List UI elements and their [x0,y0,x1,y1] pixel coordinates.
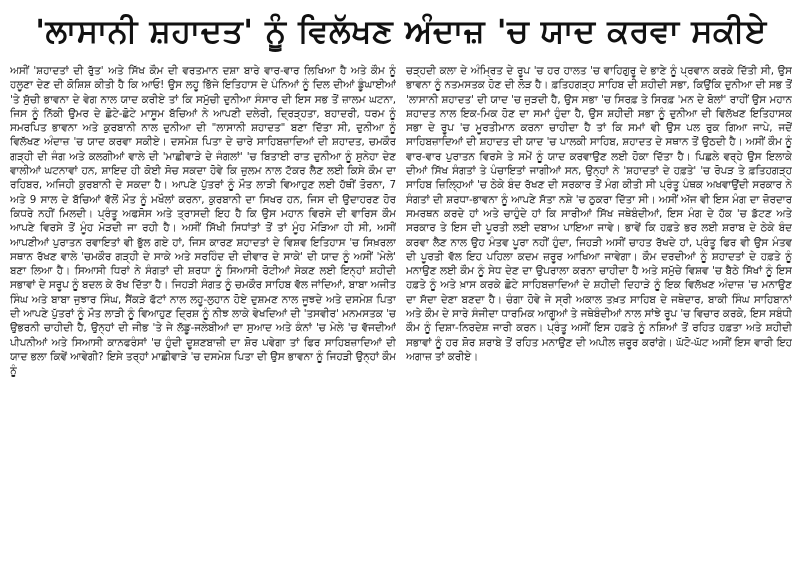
article-body [10,64,792,570]
article-column-right [406,64,792,570]
article-headline: 'ਲਾਸਾਨੀ ਸ਼ਹਾਦਤ' ਨੂੰ ਵਿਲੱਖਣ ਅੰਦਾਜ਼ 'ਚ ਯਾਦ ਕਰਵਾ ਸਕੀਏ [35,12,767,50]
article-column-left [10,64,396,570]
left-column-text: ਅਸੀਂ 'ਸ਼ਹਾਦਤਾਂ ਦੀ ਰੁੱਤ' ਅਤੇ ਸਿੱਖ ਕੌਮ ਦੀ ਵਰਤਮਾਨ ਦਸ਼ਾ ਬਾਰੇ ਵਾਰ-ਵਾਰ ਲਿਖਿਆ ਹੈ ਅਤੇ ਕੌਮ ਨੂੰ ਹਲੂਣਾ ਦੇਣ ਦੀ ਕੋਸ਼ਿਸ਼ ਕੀਤੀ ਹੈ ਕਿ ਆਓ! ਉਸ ਲਹੂ ਭਿੱਜੇ ਇਤਿਹਾਸ ਦੇ ਪੰਨਿਆਂ ਨੂੰ ਦਿਲ ਦੀਆਂ ਡੂੰਘਾਈਆਂ 'ਤੇ ਸੁੱਚੀ ਭਾਵਨਾ ਦੇ ਵੇਗ ਨਾਲ ਯਾਦ ਕਰੀਏ ਤਾਂ ਕਿ ਸਮੁੱਚੀ ਦੁਨੀਆ ਸੰਸਾਰ ਦੀ ਇਸ ਸਭ ਤੋਂ ਜ਼ਾਲਮ ਘਟਨਾ, ਜਿਸ ਨੂੰ ਨਿੱਕੀ ਉਮਰ ਦੇ ਛੋਟੇ-ਛੋਟੇ ਮਾਸੂਮ ਬੱਚਿਆਂ ਨੇ ਆਪਣੀ ਦਲੇਰੀ, ਦ੍ਰਿੜ੍ਹਤਾ, ਬਹਾਦਰੀ, ਧਰਮ ਨੂੰ ਸਮਰਪਿਤ ਭਾਵਨਾ ਅਤੇ ਕੁਰਬਾਨੀ ਨਾਲ ਦੁਨੀਆ ਦੀ "ਲਾਸਾਨੀ ਸ਼ਹਾਦਤ" ਬਣਾ ਦਿੱਤਾ ਸੀ, ਦੁਨੀਆ ਨੂੰ ਵਿਲੱਖਣ ਅੰਦਾਜ਼ 'ਚ ਯਾਦ ਕਰਵਾ ਸਕੀਏ। ਦਸਮੇਸ਼ ਪਿਤਾ ਦੇ ਚਾਰੇ ਸਾਹਿਬਜ਼ਾਦਿਆਂ ਦੀ ਸ਼ਹਾਦਤ, ਚਮਕੌਰ ਗੜ੍ਹੀ ਦੀ ਜੰਗ ਅਤੇ ਕਲਗੀਆਂ ਵਾਲੇ ਦੀ 'ਮਾਛੀਵਾੜੇ ਦੇ ਜੰਗਲਾਂ' 'ਚ ਬਿਤਾਈ ਰਾਤ ਦੁਨੀਆ ਨੂੰ ਸੁਨੇਹਾ ਦੇਣ ਵਾਲੀਆਂ ਘਟਨਾਵਾਂ ਹਨ, ਸ਼ਾਇਦ ਹੀ ਕੋਈ ਸੋਚ ਸਕਦਾ ਹੋਵੇ ਕਿ ਜ਼ੁਲਮ ਨਾਲ ਟੱਕਰ ਲੈਣ ਲਈ ਕਿਸੇ ਕੌਮ ਦਾ ਰਹਿਬਰ, ਅਜਿਹੀ ਕੁਰਬਾਨੀ ਦੇ ਸਕਦਾ ਹੈ। ਆਪਣੇ ਪੁੱਤਰਾਂ ਨੂੰ ਮੌਤ ਲਾੜੀ ਵਿਆਹੁਣ ਲਈ ਹੱਥੀਂ ਤੋਰਨਾ, 7 ਅਤੇ 9 ਸਾਲ ਦੇ ਬੱਚਿਆਂ ਵੱਲੋਂ ਮੌਤ ਨੂੰ ਮਖੌਲਾਂ ਕਰਨਾ, ਕੁਰਬਾਨੀ ਦਾ ਸਿਖਰ ਹਨ, ਜਿਸ ਦੀ ਉਦਾਹਰਣ ਹੋਰ ਕਿਧਰੇ ਨਹੀਂ ਮਿਲਦੀ। ਪ੍ਰੰਤੂ ਅਫਸੋਸ ਅਤੇ ਤ੍ਰਾਸਦੀ ਇਹ ਹੈ ਕਿ ਉਸ ਮਹਾਨ ਵਿਰਸੇ ਦੀ ਵਾਰਿਸ ਕੌਮ ਆਪਣੇ ਵਿਰਸੇ ਤੋਂ ਮੂੰਹ ਮੋੜਦੀ ਜਾ ਰਹੀ ਹੈ। ਅਸੀਂ ਸਿੱਖੀ ਸਿਧਾਂਤਾਂ ਤੋਂ ਤਾਂ ਮੂੰਹ ਮੋੜਿਆ ਹੀ ਸੀ, ਅਸੀਂ ਆਪਣੀਆਂ ਪੁਰਾਤਨ ਰਵਾਇਤਾਂ ਵੀ ਭੁੱਲ ਗਏ ਹਾਂ, ਜਿਸ ਕਾਰਣ ਸ਼ਹਾਦਤਾਂ ਦੇ ਵਿਸ਼ਵ ਇਤਿਹਾਸ 'ਚ ਸਿਖ਼ਰਲਾ ਸਥਾਨ ਰੱਖਣ ਵਾਲੇ 'ਚਮਕੌਰ ਗੜ੍ਹੀ ਦੇ ਸਾਕੇ ਅਤੇ ਸਰਹਿੰਦ ਦੀ ਦੀਵਾਰ ਦੇ ਸਾਕੇ' ਦੀ ਯਾਦ ਨੂੰ ਅਸੀਂ 'ਮੇਲੇ' ਬਣਾ ਲਿਆ ਹੈ। ਸਿਆਸੀ ਧਿਰਾਂ ਨੇ ਸੰਗਤਾਂ ਦੀ ਸ਼ਰਧਾ ਨੂੰ ਸਿਆਸੀ ਰੋਟੀਆਂ ਸੇਕਣ ਲਈ ਇਨ੍ਹਾਂ ਸ਼ਹੀਦੀ ਸਭਾਵਾਂ ਦੇ ਸਰੂਪ ਨੂੰ ਬਦਲ ਕੇ ਰੱਖ ਦਿੱਤਾ ਹੈ। ਜਿਹੜੀ ਸੰਗਤ ਨੂੰ ਚਮਕੌਰ ਸਾਹਿਬ ਵੱਲ ਜਾਂਦਿਆਂ, ਬਾਬਾ ਅਜੀਤ ਸਿੰਘ ਅਤੇ ਬਾਬਾ ਜੁਝਾਰ ਸਿੰਘ, ਸੈਂਕੜੇ ਫੱਟਾਂ ਨਾਲ ਲਹੂ-ਲੁਹਾਨ ਹੋਏ ਦੁਸ਼ਮਣ ਨਾਲ ਜੂਝਦੇ ਅਤੇ ਦਸਮੇਸ਼ ਪਿਤਾ ਦੀ ਆਪਣੇ ਪੁੱਤਰਾਂ ਨੂੰ ਮੌਤ ਲਾੜੀ ਨੂੰ ਵਿਆਹੁਣ ਦ੍ਰਿਸ਼ ਨੂੰ ਨੀਝ ਲਾਕੇ ਵੇਖਦਿਆਂ ਦੀ 'ਤਸਵੀਰ' ਮਨਮਸਤਕ 'ਚ ਉਭਰਨੀ ਚਾਹੀਦੀ ਹੈ, ਉਨ੍ਹਾਂ ਦੀ ਜੀਭ 'ਤੇ ਜੇ ਲੱਡੂ-ਜਲੇਬੀਆਂ ਦਾ ਸੁਆਦ ਅਤੇ ਕੰਨਾਂ 'ਚ ਮੇਲੇ 'ਚ ਵੱਜਦੀਆਂ ਪੀਪਨੀਆਂ ਅਤੇ ਸਿਆਸੀ ਕਾਨਫਰੰਸਾਂ 'ਚ ਹੁੰਦੀ ਦੂਸ਼ਣਬਾਜ਼ੀ ਦਾ ਸ਼ੋਰ ਪਵੇਗਾ ਤਾਂ ਫਿਰ ਸਾਹਿਬਜ਼ਾਦਿਆਂ ਦੀ ਯਾਦ ਭਲਾ ਕਿਵੇਂ ਆਵੇਗੀ? ਇਸੇ ਤਰ੍ਹਾਂ ਮਾਛੀਵਾੜੇ 'ਚ ਦਸਮੇਸ਼ ਪਿਤਾ ਦੀ ਉਸ ਭਾਵਨਾ ਨੂੰ ਜਿਹੜੀ ਉਨ੍ਹਾਂ ਕੌਮ ਨੂੰ [10,65,396,378]
right-column-text: ਚੜ੍ਹਦੀ ਕਲਾ ਦੇ ਅੰਮ੍ਰਿਤ ਦੇ ਰੂਪ 'ਚ ਹਰ ਹਾਲਤ 'ਚ ਵਾਹਿਗੁਰੂ ਦੇ ਭਾਣੇ ਨੂੰ ਪ੍ਰਵਾਨ ਕਰਕੇ ਦਿੱਤੀ ਸੀ, ਉਸ ਭਾਵਨਾ ਨੂੰ ਨਤਮਸਤਕ ਹੋਣ ਦੀ ਲੋੜ ਹੈ। ਫ਼ਤਿਹਗੜ੍ਹ ਸਾਹਿਬ ਦੀ ਸ਼ਹੀਦੀ ਸਭਾ, ਕਿਉਂਕਿ ਦੁਨੀਆ ਦੀ ਸਭ ਤੋਂ 'ਲਾਸਾਨੀ ਸ਼ਹਾਦਤ' ਦੀ ਯਾਦ 'ਚ ਜੁੜਦੀ ਹੈ, ਉਸ ਸਭਾ 'ਚ ਸਿਰਫ਼ ਤੇ ਸਿਰਫ਼ 'ਮਨ ਦੇ ਬੋਲਾਂ' ਰਾਹੀਂ ਉਸ ਮਹਾਨ ਸ਼ਹਾਦਤ ਨਾਲ ਇਕ-ਮਿਕ ਹੋਣ ਦਾ ਸਮਾਂ ਹੁੰਦਾ ਹੈ, ਉਸ ਸ਼ਹੀਦੀ ਸਭਾ ਨੂੰ ਦੁਨੀਆ ਦੀ ਵਿਲੱਖਣ ਇਤਿਹਾਸਕ ਸਭਾ ਦੇ ਰੂਪ 'ਚ ਮੂਰਤੀਮਾਨ ਕਰਨਾ ਚਾਹੀਦਾ ਹੈ ਤਾਂ ਕਿ ਸਮਾਂ ਵੀ ਉਸ ਪਲ ਰੁਕ ਗਿਆ ਜਾਪੇ, ਜਦੋਂ ਸਾਹਿਬਜ਼ਾਦਿਆਂ ਦੀ ਸ਼ਹਾਦਤ ਦੀ ਯਾਦ 'ਚ ਪਾਲਕੀ ਸਾਹਿਬ, ਸ਼ਹਾਦਤ ਦੇ ਸਥਾਨ ਤੋਂ ਉਠਦੀ ਹੈ। ਅਸੀਂ ਕੌਮ ਨੂੰ ਵਾਰ-ਵਾਰ ਪੁਰਾਤਨ ਵਿਰਸੇ ਤੇ ਸਮੇਂ ਨੂੰ ਯਾਦ ਕਰਵਾਉਣ ਲਈ ਹੋਕਾ ਦਿੱਤਾ ਹੈ। ਪਿਛਲੇ ਵਰ੍ਹੇ ਉਸ ਇਲਾਕੇ ਦੀਆਂ ਸਿੱਖ ਸੰਗਤਾਂ ਤੇ ਪੰਚਾਇਤਾਂ ਜਾਗੀਆਂ ਸਨ, ਉਨ੍ਹਾਂ ਨੇ 'ਸ਼ਹਾਦਤਾਂ ਦੇ ਹਫ਼ਤੇ' 'ਚ ਰੋਪੜ ਤੇ ਫ਼ਤਿਹਗੜ੍ਹ ਸਾਹਿਬ ਜ਼ਿਲ੍ਹਿਆਂ 'ਚ ਠੇਕੇ ਬੰਦ ਰੱਖਣ ਦੀ ਸਰਕਾਰ ਤੋਂ ਮੰਗ ਕੀਤੀ ਸੀ ਪ੍ਰੰਤੂ ਪੰਥਕ ਅਖਵਾਉਂਦੀ ਸਰਕਾਰ ਨੇ ਸੰਗਤਾਂ ਦੀ ਸ਼ਰਧਾ-ਭਾਵਨਾ ਨੂੰ ਆਪਣੇ ਸੱਤਾ ਨਸ਼ੇ 'ਚ ਠੁਕਰਾ ਦਿੱਤਾ ਸੀ। ਅਸੀਂ ਅੱਜ ਵੀ ਇਸ ਮੰਗ ਦਾ ਜ਼ੋਰਦਾਰ ਸਮਰਥਨ ਕਰਦੇ ਹਾਂ ਅਤੇ ਚਾਹੁੰਦੇ ਹਾਂ ਕਿ ਸਾਰੀਆਂ ਸਿੱਖ ਜਥੇਬੰਦੀਆਂ, ਇਸ ਮੰਗ ਦੇ ਹੱਕ 'ਚ ਡੱਟਣ ਅਤੇ ਸਰਕਾਰ ਤੇ ਇਸ ਦੀ ਪੂਰਤੀ ਲਈ ਦਬਾਅ ਪਾਇਆ ਜਾਵੇ। ਭਾਵੇਂ ਕਿ ਹਫ਼ਤੇ ਭਰ ਲਈ ਸ਼ਰਾਬ ਦੇ ਠੇਕੇ ਬੰਦ ਕਰਵਾ ਲੈਣ ਨਾਲ ਉਹ ਮੰਤਵ ਪੂਰਾ ਨਹੀਂ ਹੁੰਦਾ, ਜਿਹੜੀ ਅਸੀਂ ਚਾਹਤ ਰੱਖਦੇ ਹਾਂ, ਪ੍ਰੰਤੂ ਫਿਰ ਵੀ ਉਸ ਮੰਤਵ ਦੀ ਪੂਰਤੀ ਵੱਲ ਇਹ ਪਹਿਲਾ ਕਦਮ ਜ਼ਰੂਰ ਆਖਿਆ ਜਾਵੇਗਾ। ਕੌਮ ਦਰਦੀਆਂ ਨੂੰ ਸ਼ਹਾਦਤਾਂ ਦੇ ਹਫ਼ਤੇ ਨੂੰ ਮਨਾਉਣ ਲਈ ਕੌਮ ਨੂੰ ਸੇਧ ਦੇਣ ਦਾ ਉਪਰਾਲਾ ਕਰਨਾ ਚਾਹੀਦਾ ਹੈ ਅਤੇ ਸਮੁੱਚੇ ਵਿਸ਼ਵ 'ਚ ਬੈਠੇ ਸਿੱਖਾਂ ਨੂੰ ਇਸ ਹਫ਼ਤੇ ਨੂੰ ਅਤੇ ਖ਼ਾਸ ਕਰਕੇ ਛੋਟੇ ਸਾਹਿਬਜ਼ਾਦਿਆਂ ਦੇ ਸ਼ਹੀਦੀ ਦਿਹਾੜੇ ਨੂੰ ਇਕ ਵਿਲੱਖਣ ਅੰਦਾਜ਼ 'ਚ ਮਨਾਉਣ ਦਾ ਸੱਦਾ ਦੇਣਾ ਬਣਦਾ ਹੈ। ਚੰਗਾ ਹੋਵੇ ਜੇ ਸ੍ਰੀ ਅਕਾਲ ਤਖ਼ਤ ਸਾਹਿਬ ਦੇ ਜਥੇਦਾਰ, ਬਾਕੀ ਸਿੰਘ ਸਾਹਿਬਾਨਾਂ ਅਤੇ ਕੌਮ ਦੇ ਸਾਰੇ ਸੰਜੀਦਾ ਧਾਰਮਿਕ ਆਗੂਆਂ ਤੇ ਜਥੇਬੰਦੀਆਂ ਨਾਲ ਸਾਂਝੇ ਰੂਪ 'ਚ ਵਿਚਾਰ ਕਰਕੇ, ਇਸ ਸਬੰਧੀ ਕੌਮ ਨੂੰ ਦਿਸ਼ਾ-ਨਿਰਦੇਸ਼ ਜਾਰੀ ਕਰਨ। ਪ੍ਰੰਤੂ ਅਸੀਂ ਇਸ ਹਫ਼ਤੇ ਨੂੰ ਨਸ਼ਿਆਂ ਤੋਂ ਰਹਿਤ ਹਫ਼ਤਾ ਅਤੇ ਸ਼ਹੀਦੀ ਸਭਾਵਾਂ ਨੂੰ ਹਰ ਸ਼ੋਰ ਸ਼ਰਾਬੇ ਤੋਂ ਰਹਿਤ ਮਨਾਉਣ ਦੀ ਅਪੀਲ ਜ਼ਰੂਰ ਕਰਾਂਗੇ। ਘੱਟੋ-ਘੱਟ ਅਸੀਂ ਇਸ ਵਾਰੀ ਇਹ ਅਗਾਜ਼ ਤਾਂ ਕਰੀਏ। [406,65,792,363]
